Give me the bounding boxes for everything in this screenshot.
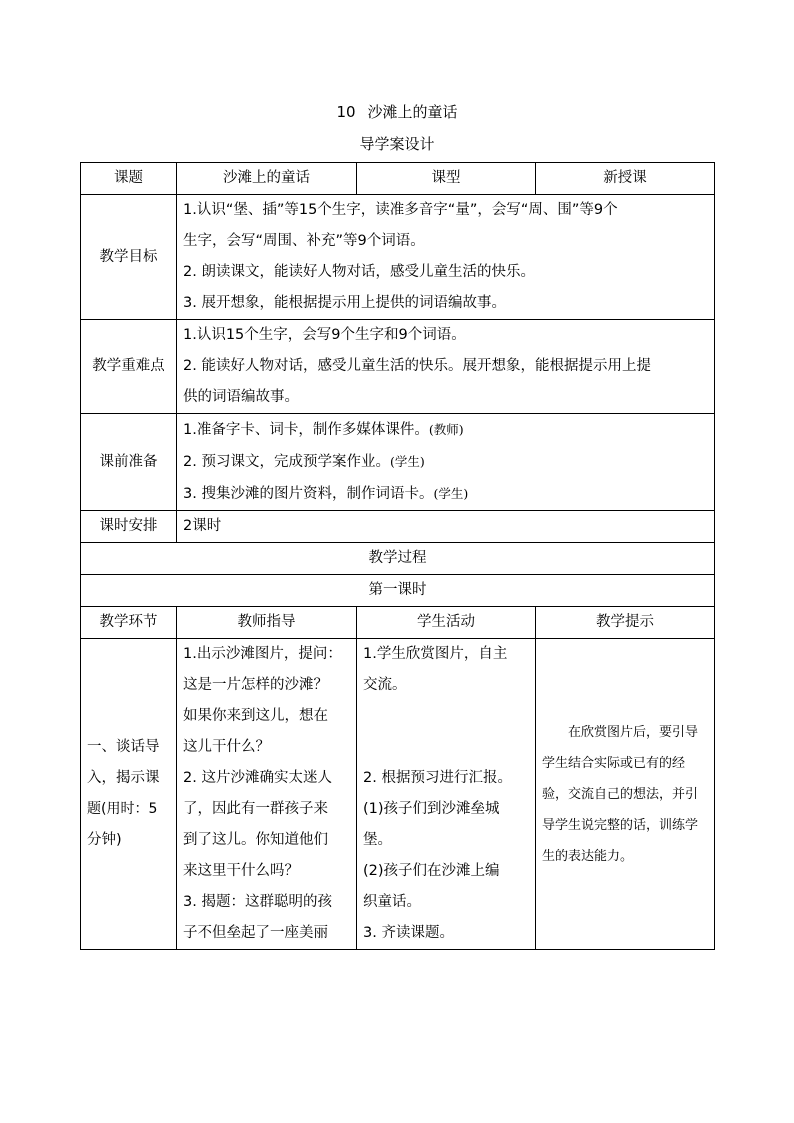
lesson-title: 沙滩上的童话 — [367, 103, 458, 121]
document-title — [0, 101, 794, 123]
type-label: 课型 — [357, 163, 536, 195]
objectives-content — [177, 195, 715, 320]
key-points-line: 供的词语编故事。 — [183, 389, 299, 405]
preparation-item: 2. 预习课文，完成预学案作业。(学生) — [183, 454, 425, 470]
preparation-item: 3. 搜集沙滩的图片资料，制作词语卡。(学生) — [183, 486, 469, 502]
preparation-item: 1.准备字卡、词卡，制作多媒体课件。(教师) — [183, 422, 464, 438]
objectives-row — [81, 195, 715, 320]
objectives-line: 生字，会写“周围、补充”等9个词语。 — [183, 233, 425, 249]
lesson-number: 10 — [336, 103, 356, 121]
objectives-label: 教学目标 — [81, 195, 177, 320]
role-tag: (学生) — [389, 454, 425, 469]
info-row — [81, 163, 715, 195]
column-header: 学生活动 — [357, 607, 536, 639]
preparation-row — [81, 414, 715, 511]
lesson-plan-table — [80, 162, 715, 950]
preparation-content — [177, 414, 715, 511]
type-value: 新授课 — [536, 163, 715, 195]
objectives-line: 1.认识“堡、插”等15个生字，读准多音字“量”，会写“周、围”等9个 — [183, 202, 618, 218]
schedule-label: 课时安排 — [81, 511, 177, 543]
process-heading: 教学过程 — [81, 543, 715, 575]
role-tag: (学生) — [433, 486, 469, 501]
student-activity: 1.学生欣赏图片，自主 交流。 2. 根据预习进行汇报。 (1)孩子们到沙滩垒城 堡。 (2)孩子们在沙滩上编 织童话。 3. 齐读课题。 — [357, 639, 536, 950]
topic-value: 沙滩上的童话 — [177, 163, 357, 195]
teaching-hint: 在欣赏图片后，要引导学生结合实际或已有的经验，交流自己的想法，并引导学生说完整的话，训练学生的表达能力。 — [536, 639, 715, 950]
lesson-heading: 第一课时 — [81, 575, 715, 607]
lesson-heading-row — [81, 575, 715, 607]
preparation-label: 课前准备 — [81, 414, 177, 511]
objectives-line: 3. 展开想象，能根据提示用上提供的词语编故事。 — [183, 295, 506, 311]
document-subtitle: 导学案设计 — [359, 135, 435, 153]
stage-name: 一、谈话导 入，揭示课 题(用时：5 分钟) — [81, 639, 177, 950]
key-points-line: 1.认识15个生字，会写9个生字和9个词语。 — [183, 327, 466, 343]
objectives-line: 2. 朗读课文，能读好人物对话，感受儿童生活的快乐。 — [183, 264, 535, 280]
stage-row — [81, 639, 715, 950]
column-header: 教师指导 — [177, 607, 357, 639]
key-points-label: 教学重难点 — [81, 320, 177, 414]
key-points-content — [177, 320, 715, 414]
column-header-row — [81, 607, 715, 639]
teacher-guidance: 1.出示沙滩图片，提问： 这是一片怎样的沙滩？ 如果你来到这儿，想在 这儿干什么？ 2. 这片沙滩确实太迷人 了，因此有一群孩子来 到了这儿。你知道他们 来这里干什么吗？ 3. 揭题：这群聪明的孩 子不但垒起了一座美丽 — [177, 639, 357, 950]
role-tag: (教师) — [428, 422, 464, 437]
column-header: 教学提示 — [536, 607, 715, 639]
schedule-row — [81, 511, 715, 543]
key-points-row — [81, 320, 715, 414]
schedule-value: 2课时 — [177, 511, 715, 543]
column-header: 教学环节 — [81, 607, 177, 639]
topic-label: 课题 — [81, 163, 177, 195]
process-heading-row — [81, 543, 715, 575]
key-points-line: 2. 能读好人物对话，感受儿童生活的快乐。展开想象，能根据提示用上提 — [183, 358, 651, 374]
